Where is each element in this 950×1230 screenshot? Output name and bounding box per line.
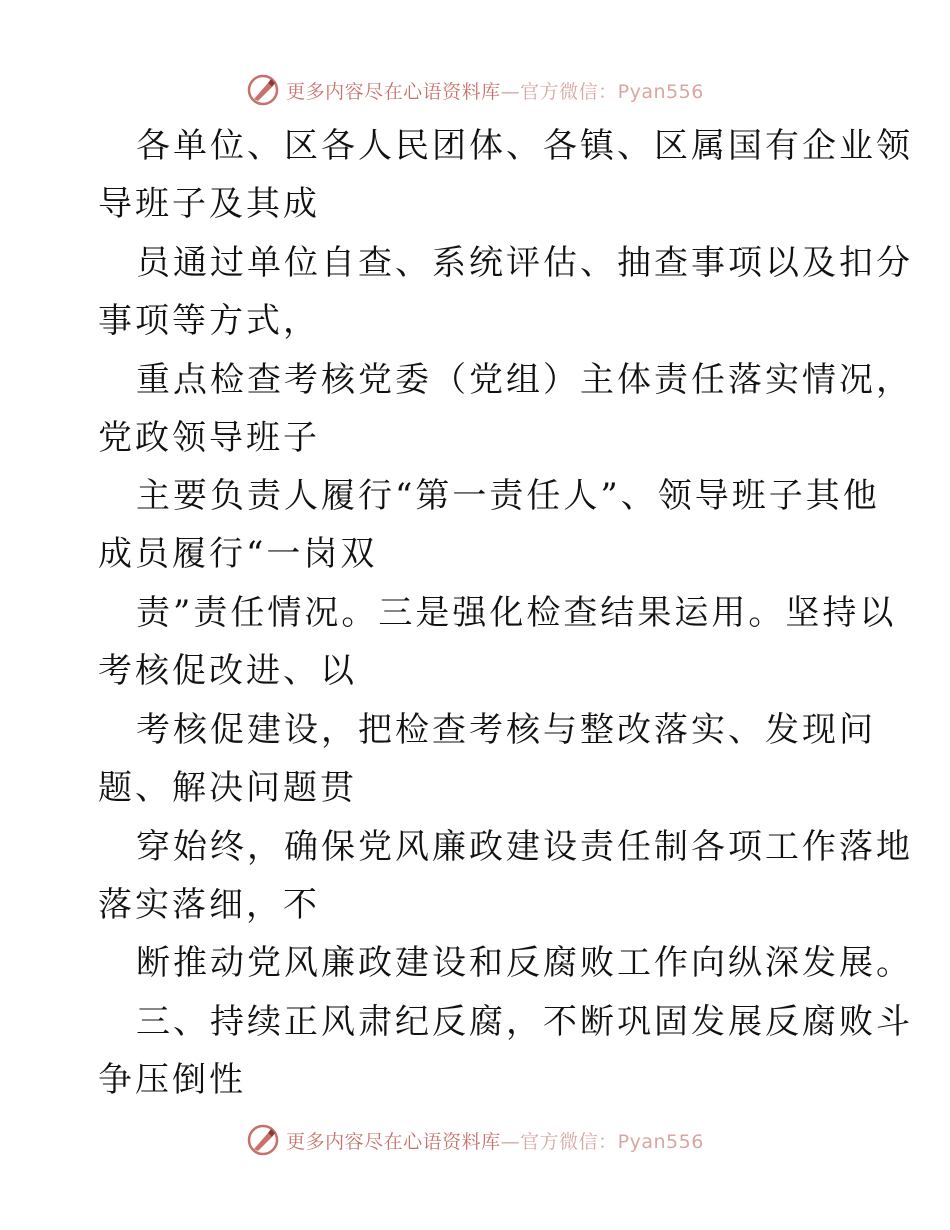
body-line: 穿始终，确保党风廉政建设责任制各项工作落地: [136, 827, 913, 867]
body-line: 导班子及其成: [98, 184, 320, 224]
body-line: 主要负责人履行“第一责任人”、领导班子其他: [136, 476, 880, 516]
body-line: 重点检查考核党委（党组）主体责任落实情况，: [136, 360, 913, 400]
body-line: 事项等方式，: [98, 301, 320, 341]
body-line: 落实落细，不: [98, 885, 320, 925]
body-line: 题、解决问题贯: [98, 768, 357, 808]
body-line: 争压倒性: [98, 1060, 246, 1100]
body-line: 各单位、区各人民团体、各镇、区属国有企业领: [136, 126, 913, 166]
body-line: 党政领导班子: [98, 418, 320, 458]
footer-watermark-banner: [0, 1120, 950, 1160]
body-line: 成员履行“一岗双: [98, 534, 378, 574]
header-watermark-text: 更多内容尽在心语资料库—官方微信：Pyan556: [286, 80, 704, 103]
body-line: 考核促改进、以: [98, 651, 357, 691]
footer-watermark-text: 更多内容尽在心语资料库—官方微信：Pyan556: [286, 1130, 704, 1153]
pen-nib-logo-icon: [246, 73, 280, 107]
body-line: 责”责任情况。三是强化检查结果运用。坚持以: [136, 593, 897, 633]
pen-nib-logo-icon: [246, 1123, 280, 1157]
header-watermark-banner: [0, 70, 950, 110]
body-line: 考核促建设，把检查考核与整改落实、发现问: [136, 710, 876, 750]
body-line: 断推动党风廉政建设和反腐败工作向纵深发展。: [136, 943, 913, 983]
body-line: 三、持续正风肃纪反腐，不断巩固发展反腐败斗: [136, 1002, 913, 1042]
body-line: 员通过单位自查、系统评估、抽查事项以及扣分: [136, 243, 913, 283]
